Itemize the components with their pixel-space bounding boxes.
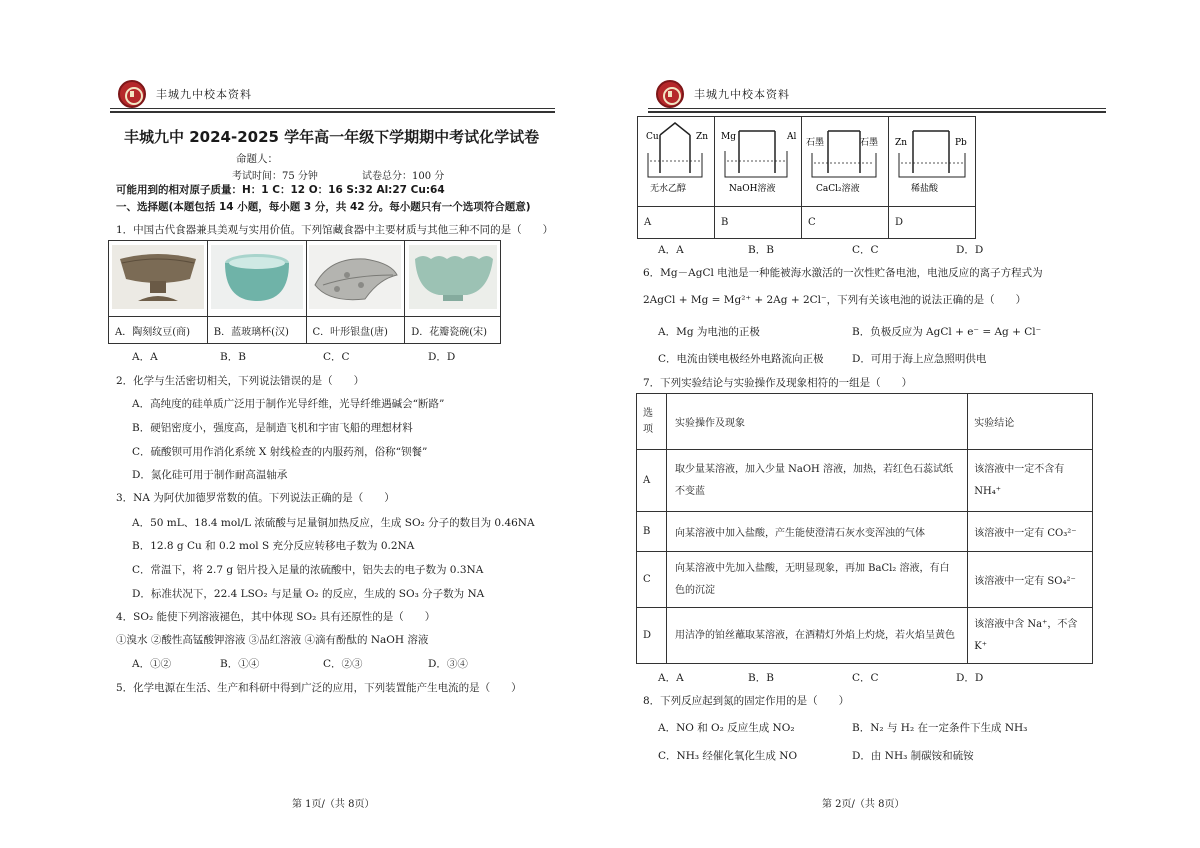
q5-label-c: C (802, 207, 889, 239)
q5-c-left-electrode: 石墨 (806, 138, 825, 148)
q7-header-option: 选项 (637, 394, 667, 450)
section-1-heading: 一、选择题(本题包括 14 小题，每小题 3 分，共 42 分。每小题只有一个选项符合题意) (116, 201, 531, 213)
galvanic-cell-d-diagram (889, 117, 975, 203)
q7-row-d-conclusion: 该溶液中含 Na⁺，不含 K⁺ (968, 608, 1093, 664)
q7-row-d-option: D (637, 608, 667, 664)
q5-a-left-electrode: Cu (646, 132, 659, 142)
q1-option-d[interactable]: D．D (428, 351, 456, 363)
q8-option-a[interactable]: A．NO 和 O₂ 反应生成 NO₂ (658, 722, 795, 734)
total-score: 试卷总分：100 分 (362, 171, 445, 182)
exam-page-2 (600, 0, 1200, 848)
page-footer: 第 1页/（共 8页） (292, 799, 375, 810)
q5-b-left-electrode: Mg (721, 132, 736, 142)
q5-a-right-electrode: Zn (696, 132, 709, 142)
q1-option-b[interactable]: B．B (220, 351, 246, 363)
q7-row-c-option: C (637, 552, 667, 608)
q5-c-right-electrode: 石墨 (860, 138, 879, 148)
exam-title: 丰城九中 2024-2025 学年高一年级下学期期中考试化学试卷 (124, 128, 540, 146)
q7-row-b-conclusion: 该溶液中一定有 CO₃²⁻ (968, 512, 1093, 552)
q7-row-b-option: B (637, 512, 667, 552)
q8-option-c[interactable]: C．NH₃ 经催化氧化生成 NO (658, 750, 798, 762)
q7-stem: 7．下列实验结论与实验操作及现象相符的一组是（ ） (643, 377, 913, 389)
school-tag: 丰城九中校本资料 (694, 88, 790, 101)
q2-option-b[interactable]: B．硬铝密度小，强度高，是制造飞机和宇宙飞船的理想材料 (132, 422, 413, 434)
q7-row-a-conclusion: 该溶液中一定不含有 NH₄⁺ (968, 450, 1093, 512)
q5-b-solution: NaOH溶液 (729, 184, 776, 194)
q7-row-d-operation: 用洁净的铂丝蘸取某溶液，在酒精灯外焰上灼烧，若火焰呈黄色 (666, 608, 967, 664)
q1-image-d (405, 241, 501, 317)
q7-row-c-conclusion: 该溶液中一定有 SO₄²⁻ (968, 552, 1093, 608)
q7-option-d[interactable]: D．D (956, 672, 984, 684)
q1-image-table (108, 240, 501, 344)
q7-option-c[interactable]: C．C (852, 672, 879, 684)
q6-option-b[interactable]: B．负极反应为 AgCl + e⁻ = Ag + Cl⁻ (852, 326, 1042, 338)
exam-time: 考试时间：75 分钟 (232, 171, 318, 182)
q4-list: ①溴水 ②酸性高锰酸钾溶液 ③品红溶液 ④滴有酚酞的 NaOH 溶液 (116, 634, 429, 646)
q1-image-b (207, 241, 306, 317)
q8-option-d[interactable]: D．由 NH₃ 制碳铵和硫铵 (852, 750, 974, 762)
q5-d-solution: 稀盐酸 (911, 184, 939, 194)
q7-row-a-option: A (637, 450, 667, 512)
q8-option-b[interactable]: B．N₂ 与 H₂ 在一定条件下生成 NH₃ (852, 722, 1028, 734)
q5-label-b: B (715, 207, 802, 239)
q1-image-a (109, 241, 208, 317)
q4-option-c[interactable]: C．②③ (323, 658, 363, 670)
q5-option-b[interactable]: B．B (748, 244, 774, 256)
header-rule (110, 108, 555, 109)
q1-option-c[interactable]: C．C (323, 351, 350, 363)
q3-option-c[interactable]: C．常温下，将 2.7 g 铝片投入足量的浓硫酸中，铝失去的电子数为 0.3NA (132, 564, 484, 576)
q1-image-c (306, 241, 405, 317)
q7-row-b-operation: 向某溶液中加入盐酸，产生能使澄清石灰水变浑浊的气体 (666, 512, 967, 552)
q7-header-operation: 实验操作及现象 (666, 394, 967, 450)
q3-stem: 3．NA 为阿伏加德罗常数的值。下列说法正确的是（ ） (116, 492, 395, 504)
q7-option-a[interactable]: A．A (658, 672, 684, 684)
q2-stem: 2．化学与生活密切相关，下列说法错误的是（ ） (116, 375, 365, 387)
school-tag: 丰城九中校本资料 (156, 88, 252, 101)
q2-option-d[interactable]: D．氮化硅可用于制作耐高温轴承 (132, 469, 288, 481)
q7-table (636, 393, 1093, 664)
q5-stem: 5．化学电源在生活、生产和科研中得到广泛的应用，下列装置能产生电流的是（ ） (116, 682, 522, 694)
q5-label-a: A (638, 207, 715, 239)
q5-cell-d (889, 117, 976, 207)
q5-a-solution: 无水乙醇 (650, 184, 687, 194)
glass-cup-icon (211, 245, 303, 309)
q1-caption-c: C．叶形银盘(唐) (306, 317, 405, 344)
q7-row-a-operation: 取少量某溶液，加入少量 NaOH 溶液，加热，若红色石蕊试纸不变蓝 (666, 450, 967, 512)
page-header (656, 80, 790, 108)
q5-option-d[interactable]: D．D (956, 244, 984, 256)
setter-label: 命题人： (236, 153, 278, 165)
q6-option-a[interactable]: A．Mg 为电池的正极 (658, 326, 760, 338)
q1-stem: 1．中国古代食器兼具美观与实用价值。下列馆藏食器中主要材质与其他三种不同的是（ ） (116, 224, 554, 236)
q5-label-d: D (889, 207, 976, 239)
q5-cell-a (638, 117, 715, 207)
q5-cell-table (637, 116, 976, 239)
q5-option-c[interactable]: C．C (852, 244, 879, 256)
galvanic-cell-a-diagram (638, 117, 714, 203)
header-rule (648, 108, 1106, 109)
q1-caption-a: A．陶刻纹豆(商) (109, 317, 208, 344)
atomic-masses: 可能用到的相对原子质量：H：1 C：12 O：16 S:32 Al:27 Cu:64 (116, 184, 445, 196)
q4-option-b[interactable]: B．①④ (220, 658, 260, 670)
q5-c-solution: CaCl₂溶液 (816, 184, 860, 194)
q8-stem: 8．下列反应起到氮的固定作用的是（ ） (643, 695, 850, 707)
galvanic-cell-c-diagram (802, 117, 888, 203)
pottery-dou-icon (112, 245, 204, 309)
q3-option-a[interactable]: A．50 mL、18.4 mol/L 浓硫酸与足量铜加热反应，生成 SO₂ 分子的数目为 0.46NA (132, 517, 535, 529)
q5-option-a[interactable]: A．A (658, 244, 684, 256)
q6-equation: 2AgCl + Mg = Mg²⁺ + 2Ag + 2Cl⁻，下列有关该电池的说法正确的是（ ） (643, 294, 1027, 306)
q6-stem: 6．Mg－AgCl 电池是一种能被海水激活的一次性贮备电池，电池反应的离子方程式为 (643, 267, 1043, 279)
q3-option-b[interactable]: B．12.8 g Cu 和 0.2 mol S 充分反应转移电子数为 0.2NA (132, 540, 415, 552)
q4-option-a[interactable]: A．①② (132, 658, 172, 670)
q4-option-d[interactable]: D．③④ (428, 658, 468, 670)
school-logo-icon (656, 80, 684, 108)
q2-option-c[interactable]: C．硫酸钡可用作消化系统 X 射线检查的内服药剂，俗称“钡餐” (132, 446, 428, 458)
q2-option-a[interactable]: A．高纯度的硅单质广泛用于制作光导纤维，光导纤维遇碱会“断路” (132, 398, 445, 410)
q1-caption-b: B．蓝玻璃杯(汉) (207, 317, 306, 344)
q6-option-d[interactable]: D．可用于海上应急照明供电 (852, 353, 987, 365)
page-header (118, 80, 252, 108)
q5-b-right-electrode: Al (787, 132, 797, 142)
header-rule-thick (110, 111, 555, 113)
q4-stem: 4．SO₂ 能使下列溶液褪色，其中体现 SO₂ 具有还原性的是（ ） (116, 611, 436, 623)
q6-option-c[interactable]: C．电流由镁电极经外电路流向正极 (658, 353, 824, 365)
school-logo-icon (118, 80, 146, 108)
q7-header-conclusion: 实验结论 (968, 394, 1093, 450)
header-rule-thick (648, 111, 1106, 113)
q1-option-a[interactable]: A．A (132, 351, 158, 363)
q1-caption-d: D．花瓣瓷碗(宋) (405, 317, 501, 344)
q5-d-right-electrode: Pb (955, 138, 967, 148)
galvanic-cell-b-diagram (715, 117, 801, 203)
q7-option-b[interactable]: B．B (748, 672, 774, 684)
q5-cell-c (802, 117, 889, 207)
page-footer: 第 2页/（共 8页） (822, 799, 905, 810)
q5-d-left-electrode: Zn (895, 138, 908, 148)
silver-leaf-plate-icon (309, 245, 401, 309)
porcelain-bowl-icon (409, 245, 497, 309)
q3-option-d[interactable]: D．标准状况下，22.4 LSO₂ 与足量 O₂ 的反应，生成的 SO₃ 分子数为 NA (132, 588, 485, 600)
q7-row-c-operation: 向某溶液中先加入盐酸，无明显现象，再加 BaCl₂ 溶液，有白色的沉淀 (666, 552, 967, 608)
q5-cell-b (715, 117, 802, 207)
